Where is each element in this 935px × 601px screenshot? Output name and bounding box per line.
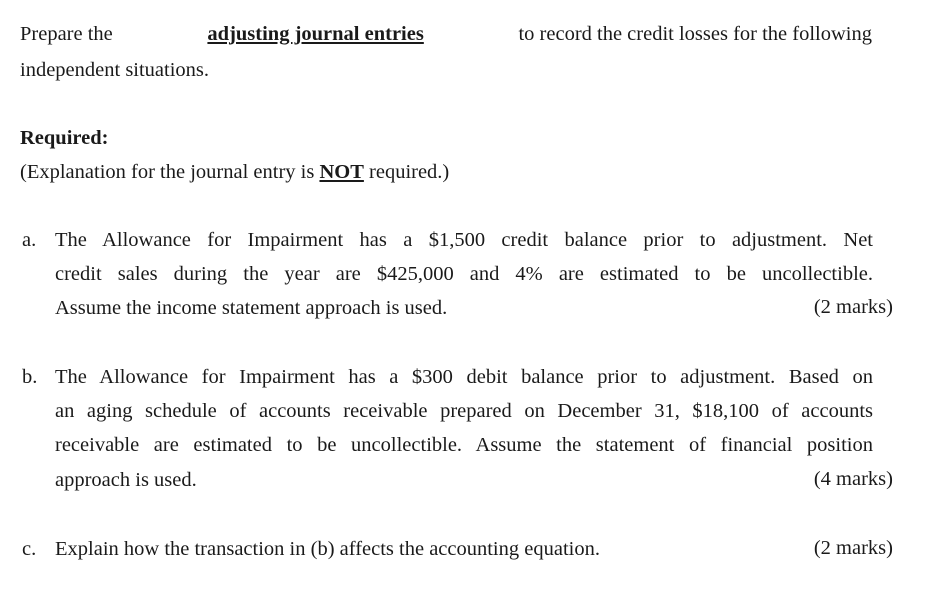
intro-prefix: Prepare the [20,23,113,45]
question-line: credit sales during the year are $425,000 and 4% are estimated to be uncollectible. [55,263,873,285]
question-marks: (2 marks) [813,537,893,559]
intro-line-2: independent situations. [20,59,210,81]
required-heading: Required: [20,127,109,149]
required-note [20,162,449,183]
question-line: The Allowance for Impairment has a $300 debit balance prior to adjustment. Based on [55,366,873,388]
question-marks: (4 marks) [813,468,893,490]
question-marks: (2 marks) [813,296,893,318]
intro-suffix: to record the credit losses for the following [518,23,872,45]
intro-line-1 [20,24,872,45]
intro-keyword: adjusting journal entries [207,23,424,45]
question-line: approach is used. [55,469,197,491]
required-note-keyword: NOT [319,161,364,183]
question-line: The Allowance for Impairment has a $1,500 credit balance prior to adjustment. Net [55,229,873,251]
question-line: an aging schedule of accounts receivable prepared on December 31, $18,100 of accounts [55,400,873,422]
question-label: b. [22,366,38,388]
required-note-suffix: required.) [369,161,450,183]
question-label: a. [22,229,37,251]
question-line: Assume the income statement approach is used. [55,297,448,319]
question-label: c. [22,538,37,560]
required-note-prefix: (Explanation for the journal entry is [20,161,315,183]
question-line: receivable are estimated to be uncollectible. Assume the statement of financial position [55,434,873,456]
question-line: Explain how the transaction in (b) affects the accounting equation. [55,538,600,560]
